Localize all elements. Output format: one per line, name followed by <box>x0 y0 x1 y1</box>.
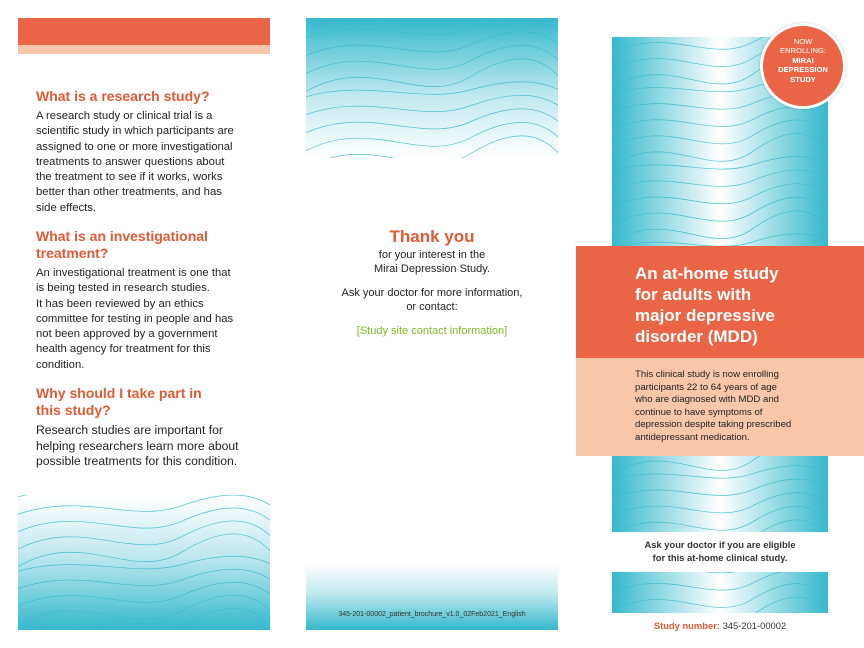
heading-line: What is an investigational <box>36 228 208 244</box>
text-line: who are diagnosed with MDD and <box>635 394 779 406</box>
headline-box <box>576 246 864 358</box>
study-number-value: 345-201-00002 <box>722 620 787 631</box>
body-research-study <box>36 109 258 216</box>
text-line: An investigational treatment is one that <box>36 267 231 279</box>
interest-text <box>306 248 558 276</box>
badge-line: NOW <box>793 37 813 46</box>
section-investigational-treatment <box>36 228 258 373</box>
text-line: It has been reviewed by an ethics <box>36 297 204 310</box>
heading-research-study: What is a research study? <box>36 88 210 104</box>
text-line: Ask your doctor if you are eligible <box>644 539 796 550</box>
headline-line: disorder (MDD) <box>635 327 758 346</box>
text-line: or contact: <box>406 301 458 313</box>
top-peach-band <box>18 45 270 54</box>
text-line: assigned to one or more investigational <box>36 140 233 153</box>
badge-line: DEPRESSION <box>778 65 828 75</box>
headline-line: for adults with <box>635 285 752 304</box>
right-panel <box>576 0 864 648</box>
section-research-study <box>36 88 258 216</box>
wave-svg <box>306 18 558 158</box>
text-line: not been approved by a government <box>36 328 218 341</box>
description-box <box>576 358 864 456</box>
study-number-label: Study number: <box>653 620 720 631</box>
text-line: Research studies are important for <box>36 423 223 437</box>
gradient-svg <box>306 564 558 630</box>
body-investigational-treatment <box>36 266 258 373</box>
top-orange-band <box>18 18 270 45</box>
ask-doctor-text <box>306 286 558 314</box>
badge-line: MIRAI <box>792 55 814 65</box>
thank-you-heading: Thank you <box>389 227 475 246</box>
text-line: participants 22 to 64 years of age <box>635 381 777 393</box>
ask-eligibility-text <box>612 532 828 564</box>
bottom-gradient-band <box>306 564 558 630</box>
text-line: treatments to answer questions about <box>36 155 225 168</box>
headline-line: An at-home study <box>635 264 779 283</box>
heading-line: treatment? <box>36 245 109 261</box>
heading-line: this study? <box>36 402 111 418</box>
document-code: 345-201-00002_patient_brochure_v1.0_02Feb2021_English <box>338 611 526 618</box>
heading-investigational-treatment <box>36 228 258 262</box>
text-line: for your interest in the <box>378 249 486 261</box>
badge-line: ENROLLING: <box>780 46 826 56</box>
text-line: Mirai Depression Study. <box>374 263 490 275</box>
text-line: Ask your doctor for more information, <box>341 287 523 299</box>
section-why-take-part <box>36 385 258 470</box>
text-line: scientific study in which participants are <box>36 125 234 138</box>
left-panel <box>18 18 270 630</box>
headline-line: major depressive <box>635 306 775 325</box>
badge-text <box>763 26 843 84</box>
wave-svg <box>18 495 270 630</box>
wave-graphic-top <box>306 18 558 158</box>
headline <box>635 263 779 347</box>
description <box>635 369 791 445</box>
wave-graphic-bottom <box>18 495 270 630</box>
body-why-take-part <box>36 423 258 470</box>
text-line: A research study or clinical trial is a <box>36 110 213 122</box>
ask-eligibility-strip <box>612 532 828 572</box>
text-line: better than other treatments, and has <box>36 186 222 199</box>
badge-line: STUDY <box>790 74 816 84</box>
text-line: is being tested in research studies. <box>36 282 210 295</box>
text-line: antidepressant medication. <box>635 431 750 443</box>
middle-panel <box>306 18 558 630</box>
text-line: side effects. <box>36 201 97 214</box>
text-line: health agency for treatment for this <box>36 343 211 356</box>
text-line: continue to have symptoms of <box>635 406 763 418</box>
text-line: the treatment to see if it works, works <box>36 171 223 184</box>
text-line: This clinical study is now enrolling <box>635 369 779 380</box>
text-line: condition. <box>36 358 85 371</box>
text-line: helping researchers learn more about <box>36 438 239 453</box>
text-line: possible treatments for this condition. <box>36 454 238 468</box>
study-number <box>612 620 828 631</box>
contact-placeholder: [Study site contact information] <box>356 325 508 337</box>
text-line: depression despite taking prescribed <box>635 419 792 431</box>
heading-why-take-part <box>36 385 258 419</box>
text-line: committee for testing in people and has <box>36 312 234 325</box>
heading-line: Why should I take part in <box>36 385 202 401</box>
now-enrolling-badge <box>760 23 846 109</box>
text-line: for this at-home clinical study. <box>652 552 788 563</box>
